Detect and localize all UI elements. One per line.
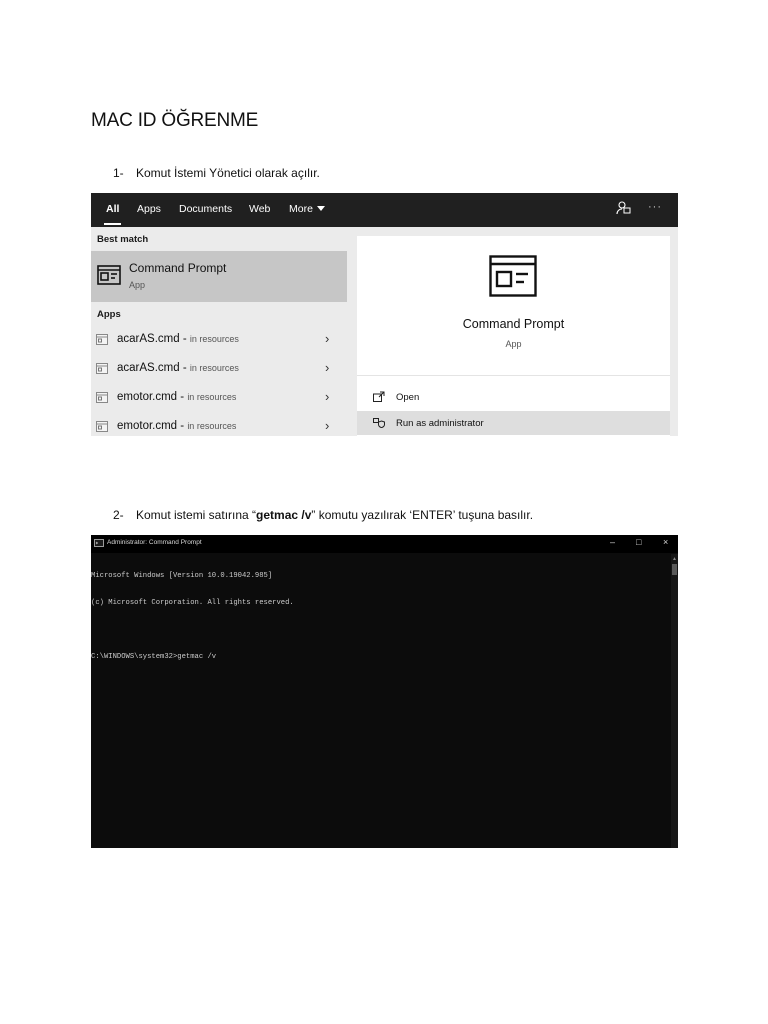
app-result-item[interactable] <box>91 384 347 412</box>
step-text-before: Komut istemi satırına “ <box>136 508 257 522</box>
app-result-separator: - <box>179 333 190 345</box>
app-result-label <box>117 420 236 432</box>
open-action[interactable] <box>357 385 670 409</box>
chevron-right-icon[interactable]: › <box>325 360 330 375</box>
terminal-icon <box>97 263 121 287</box>
tab-more[interactable] <box>289 201 325 217</box>
app-result-separator: - <box>177 420 188 432</box>
scroll-up-icon[interactable]: ▲ <box>672 556 677 562</box>
close-button[interactable]: × <box>663 537 669 547</box>
window-titlebar[interactable] <box>91 535 678 553</box>
app-result-label <box>117 333 239 345</box>
chevron-right-icon[interactable]: › <box>325 331 330 346</box>
maximize-button[interactable]: □ <box>636 537 642 547</box>
chevron-right-icon[interactable]: › <box>325 389 330 404</box>
search-tab-bar <box>91 193 678 227</box>
scrollbar-thumb[interactable] <box>672 564 677 575</box>
preview-app-name: Command Prompt <box>462 317 565 331</box>
app-result-label <box>117 362 239 374</box>
open-label: Open <box>396 392 420 403</box>
console-line <box>91 626 669 635</box>
step-command: getmac /v <box>256 508 312 522</box>
step-1 <box>113 166 320 180</box>
more-options-icon[interactable]: ··· <box>648 201 662 213</box>
step-text: Komut İstemi Yönetici olarak açılır. <box>136 166 320 180</box>
run-as-admin-icon <box>373 417 385 428</box>
script-file-icon <box>96 363 108 374</box>
script-file-icon <box>96 334 108 345</box>
tab-documents[interactable]: Documents <box>179 203 233 215</box>
apps-heading: Apps <box>97 309 121 320</box>
app-result-name: acarAS.cmd <box>117 333 180 345</box>
page-title: MAC ID ÖĞRENME <box>91 110 259 131</box>
minimize-button[interactable]: – <box>610 537 616 547</box>
app-result-location: in resources <box>187 421 237 431</box>
script-file-icon <box>96 421 108 432</box>
app-result-separator: - <box>177 391 188 403</box>
console-line: Microsoft Windows [Version 10.0.19042.985] <box>91 572 273 580</box>
console-prompt-line: C:\WINDOWS\system32>getmac /v <box>91 653 217 661</box>
app-result-separator: - <box>179 362 190 374</box>
best-match-heading: Best match <box>97 234 149 245</box>
console-output[interactable] <box>91 554 669 848</box>
best-match-name: Command Prompt <box>129 261 227 275</box>
app-result-name: emotor.cmd <box>117 420 178 432</box>
run-as-admin-action[interactable] <box>357 411 670 435</box>
divider <box>357 375 670 376</box>
app-result-location: in resources <box>189 363 239 373</box>
app-result-location: in resources <box>187 392 237 402</box>
chevron-right-icon[interactable]: › <box>325 418 330 433</box>
console-line: (c) Microsoft Corporation. All rights reserved. <box>91 599 294 607</box>
app-result-name: acarAS.cmd <box>117 362 180 374</box>
best-match-item[interactable] <box>91 251 347 302</box>
step-text-after: ” komutu yazılırak ‘ENTER’ tuşuna basılır. <box>311 508 534 522</box>
tab-all[interactable]: All <box>106 203 120 215</box>
step-number: 2- <box>113 508 124 522</box>
terminal-icon <box>94 539 104 547</box>
script-file-icon <box>96 392 108 403</box>
run-as-admin-label: Run as administrator <box>396 418 484 429</box>
feedback-icon[interactable] <box>615 200 631 216</box>
app-result-item[interactable] <box>91 355 347 383</box>
preview-pane <box>357 236 670 436</box>
app-result-item[interactable] <box>91 413 347 436</box>
search-results-list <box>91 227 347 436</box>
step-2 <box>113 508 533 522</box>
tab-more-label: More <box>289 203 313 215</box>
best-match-type: App <box>129 280 146 290</box>
step-number: 1- <box>113 166 124 180</box>
open-icon <box>373 391 385 402</box>
preview-app-type: App <box>505 339 522 349</box>
app-result-item[interactable] <box>91 326 347 354</box>
app-result-name: emotor.cmd <box>117 391 178 403</box>
windows-search-screenshot <box>91 193 678 436</box>
command-prompt-screenshot <box>91 535 678 848</box>
tab-web[interactable]: Web <box>249 203 271 215</box>
tab-apps[interactable]: Apps <box>137 203 161 215</box>
app-result-location: in resources <box>189 334 239 344</box>
scrollbar[interactable] <box>671 554 678 848</box>
window-title: Administrator: Command Prompt <box>107 539 202 546</box>
caret-down-icon <box>317 206 325 211</box>
app-result-label <box>117 391 236 403</box>
terminal-icon <box>489 255 537 297</box>
